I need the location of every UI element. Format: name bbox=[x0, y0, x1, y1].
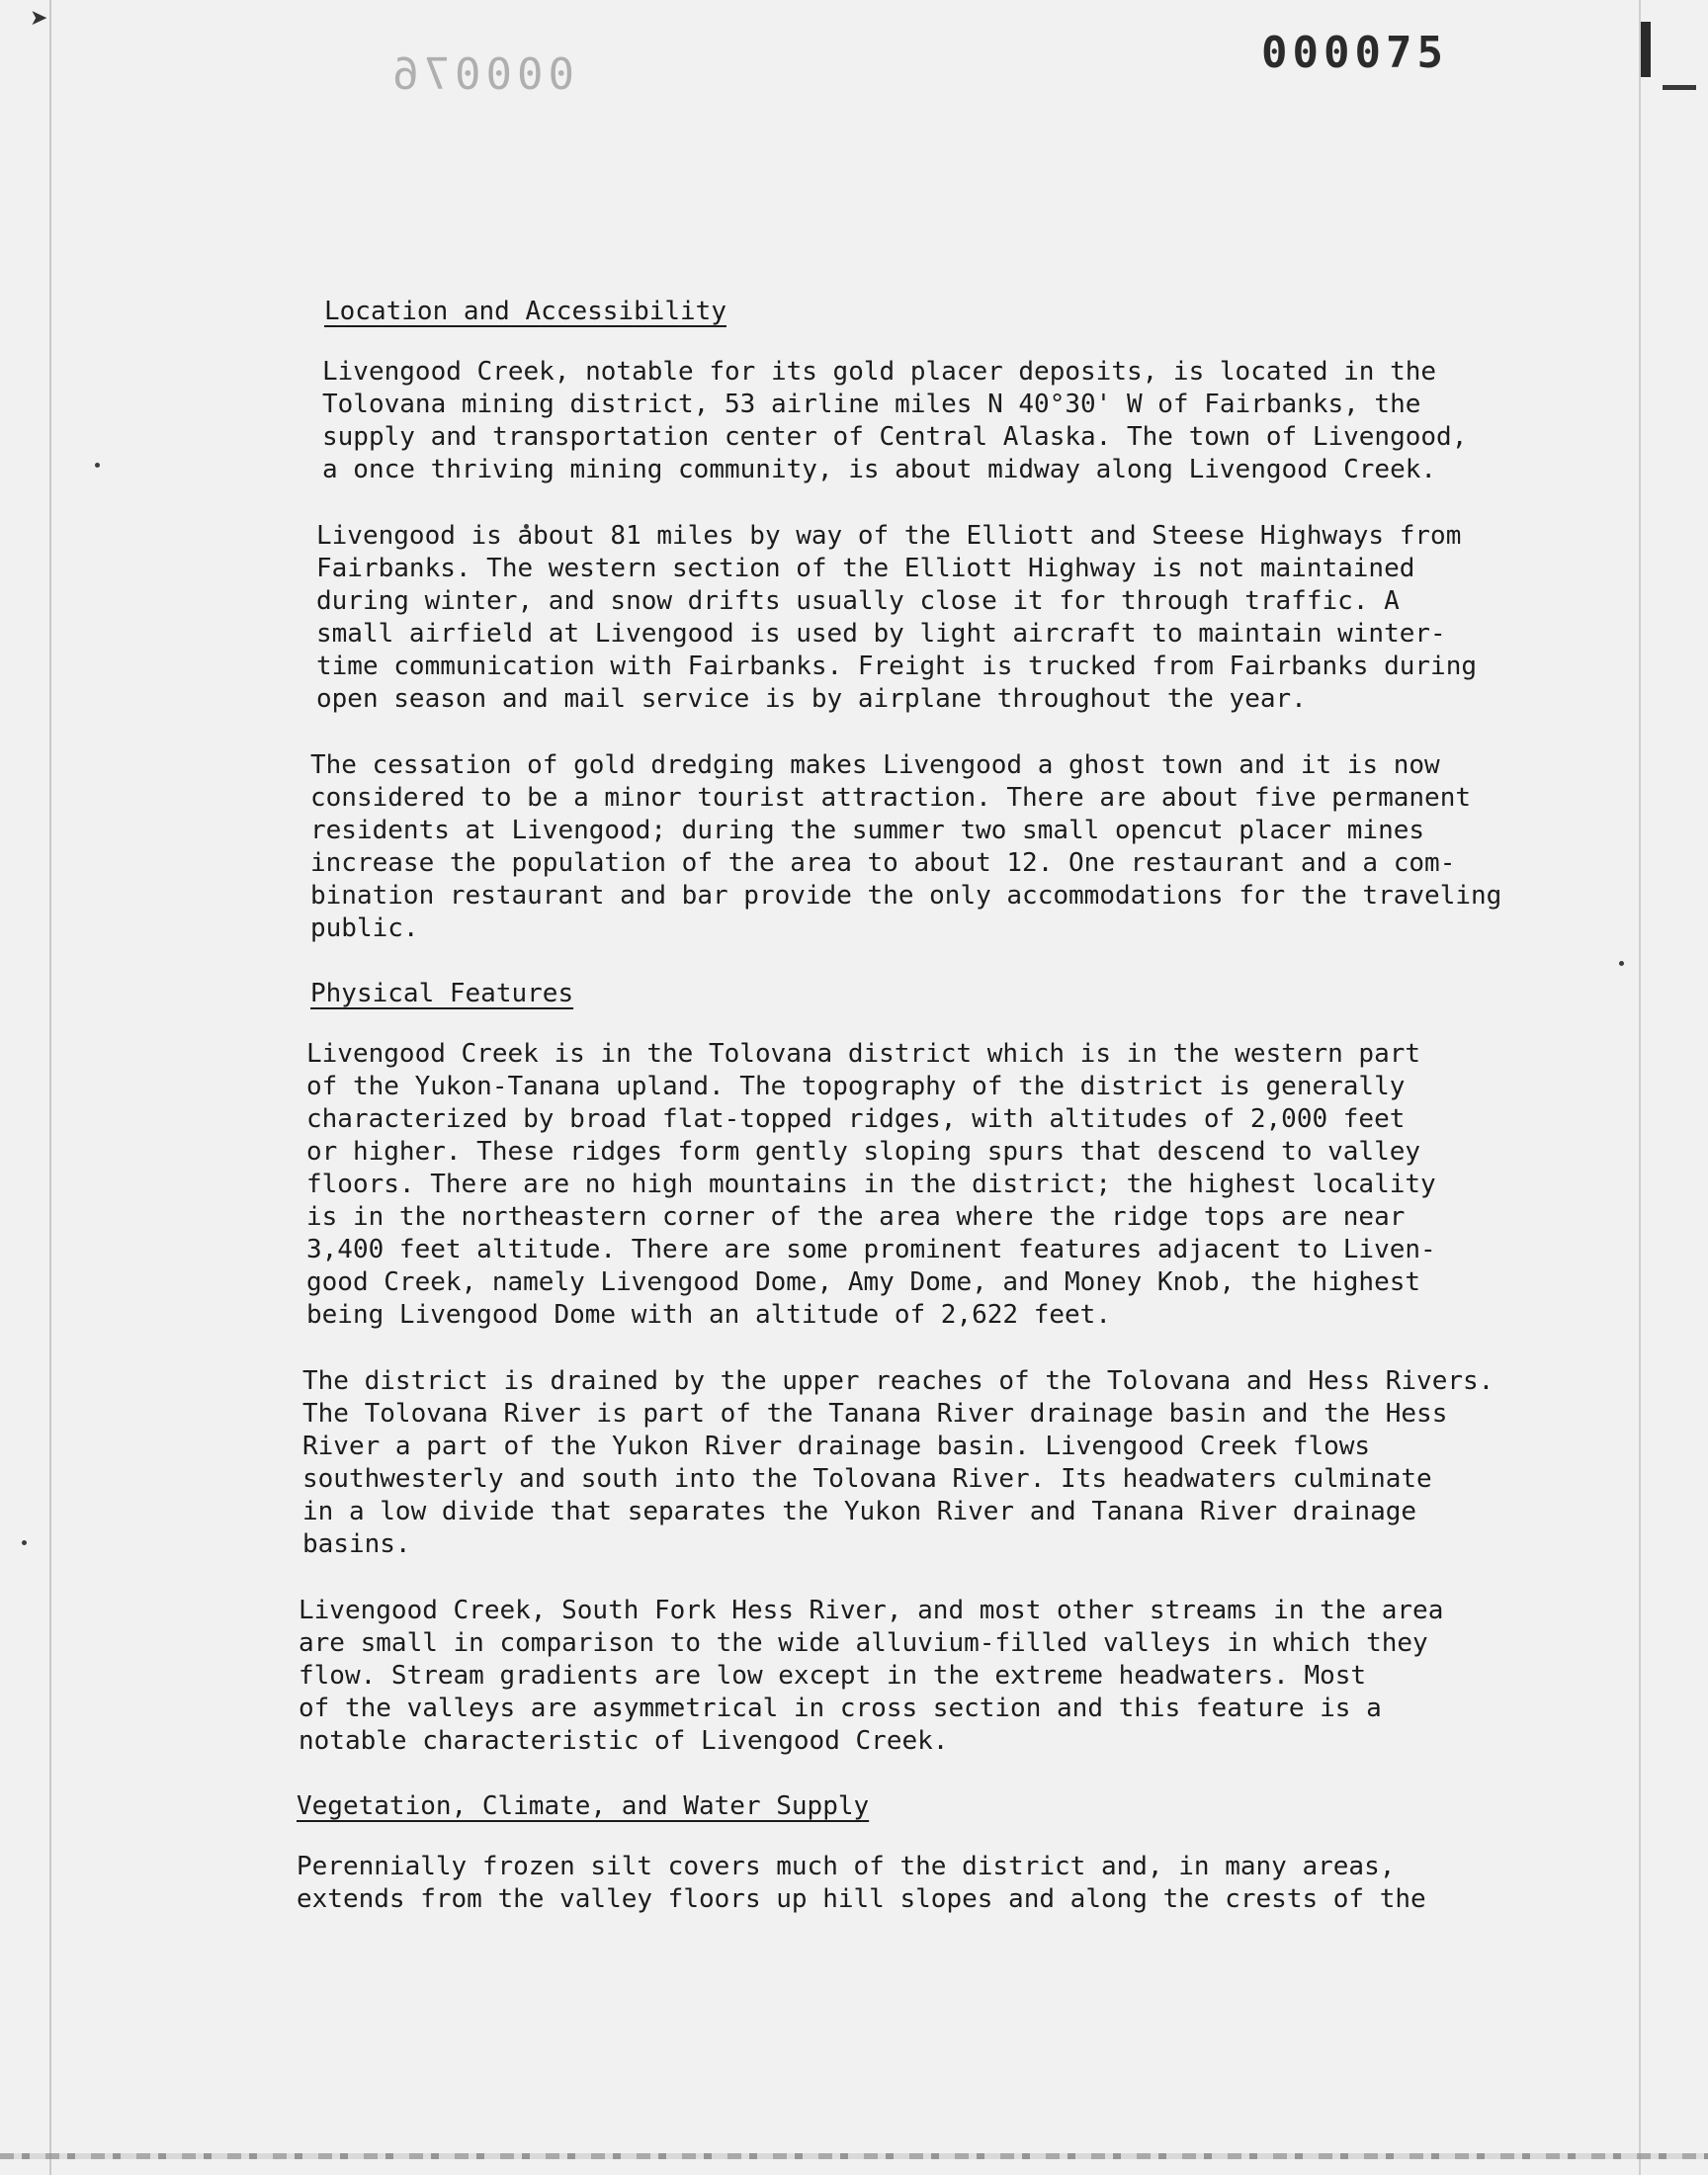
corner-arrow-icon: ➤ bbox=[30, 6, 48, 31]
paragraph-vegetation-1 bbox=[297, 1851, 1621, 1916]
section-heading-location: Location and Accessibility bbox=[324, 297, 726, 326]
text-line: time communication with Fairbanks. Freight is trucked from Fairbanks during bbox=[316, 652, 1477, 681]
text-line: public. bbox=[310, 914, 419, 943]
paragraph-physical-1 bbox=[306, 1038, 1621, 1332]
scan-corner-bar bbox=[1641, 22, 1651, 77]
paragraph-location-3 bbox=[310, 749, 1621, 945]
text-line: of the Yukon-Tanana upland. The topography of the district is generally bbox=[306, 1072, 1406, 1101]
paragraph-physical-3 bbox=[299, 1595, 1621, 1758]
text-line: characterized by broad flat-topped ridges, with altitudes of 2,000 feet bbox=[306, 1104, 1406, 1134]
text-line: good Creek, namely Livengood Dome, Amy Dome, and Money Knob, the highest bbox=[306, 1267, 1421, 1297]
text-line: bination restaurant and bar provide the only accommodations for the traveling bbox=[310, 881, 1502, 911]
text-line: Livengood Creek, notable for its gold placer deposits, is located in the bbox=[322, 357, 1437, 387]
text-line: Livengood is about 81 miles by way of the Elliott and Steese Highways from bbox=[316, 521, 1462, 551]
section-heading-vegetation: Vegetation, Climate, and Water Supply bbox=[297, 1791, 870, 1821]
text-line: are small in comparison to the wide alluvium-filled valleys in which they bbox=[299, 1628, 1428, 1658]
scan-edge-right bbox=[1639, 0, 1641, 2175]
text-line: floors. There are no high mountains in the district; the highest locality bbox=[306, 1170, 1436, 1199]
paragraph-location-2 bbox=[316, 520, 1621, 716]
text-line: residents at Livengood; during the summer two small opencut placer mines bbox=[310, 816, 1425, 845]
text-line: being Livengood Dome with an altitude of 2,622 feet. bbox=[306, 1300, 1111, 1330]
text-line: River a part of the Yukon River drainage basin. Livengood Creek flows bbox=[302, 1432, 1371, 1461]
text-line: Perennially frozen silt covers much of the district and, in many areas, bbox=[297, 1852, 1396, 1881]
text-line: supply and transportation center of Central Alaska. The town of Livengood, bbox=[322, 422, 1468, 452]
document-body bbox=[297, 297, 1621, 1950]
text-line: basins. bbox=[302, 1529, 411, 1559]
text-line: considered to be a minor tourist attraction. There are about five permanent bbox=[310, 783, 1471, 813]
text-line: a once thriving mining community, is about midway along Livengood Creek. bbox=[322, 455, 1437, 484]
scan-speck bbox=[22, 1540, 27, 1545]
text-line: extends from the valley floors up hill slopes and along the crests of the bbox=[297, 1884, 1426, 1914]
text-line: The district is drained by the upper reaches of the Tolovana and Hess Rivers. bbox=[302, 1366, 1494, 1396]
text-line: small airfield at Livengood is used by light aircraft to maintain winter- bbox=[316, 619, 1446, 649]
text-line: southwesterly and south into the Tolovana River. Its headwaters culminate bbox=[302, 1464, 1432, 1494]
document-number-stamp: 000075 bbox=[1261, 28, 1448, 78]
paragraph-location-1 bbox=[322, 356, 1621, 486]
text-line: notable characteristic of Livengood Creek. bbox=[299, 1726, 949, 1756]
section-heading-physical-features: Physical Features bbox=[310, 979, 574, 1008]
paragraph-physical-2 bbox=[302, 1365, 1621, 1561]
text-line: 3,400 feet altitude. There are some prominent features adjacent to Liven- bbox=[306, 1235, 1436, 1264]
text-line: increase the population of the area to about 12. One restaurant and a com- bbox=[310, 848, 1456, 878]
text-line: in a low divide that separates the Yukon River and Tanana River drainage bbox=[302, 1497, 1417, 1526]
text-line: The Tolovana River is part of the Tanana River drainage basin and the Hess bbox=[302, 1399, 1448, 1429]
text-line: or higher. These ridges form gently sloping spurs that descend to valley bbox=[306, 1137, 1421, 1167]
text-line: flow. Stream gradients are low except in the extreme headwaters. Most bbox=[299, 1661, 1367, 1691]
text-line: Fairbanks. The western section of the Elliott Highway is not maintained bbox=[316, 554, 1415, 583]
text-line: is in the northeastern corner of the area where the ridge tops are near bbox=[306, 1202, 1406, 1232]
document-number-bleedthrough: 000076 bbox=[387, 49, 574, 100]
scan-corner-dash bbox=[1663, 85, 1696, 90]
scan-edge-left bbox=[49, 0, 51, 2175]
text-line: Tolovana mining district, 53 airline miles N 40°30' W of Fairbanks, the bbox=[322, 390, 1421, 419]
text-line: The cessation of gold dredging makes Livengood a ghost town and it is now bbox=[310, 750, 1440, 780]
scan-edge-bottom bbox=[0, 2153, 1708, 2159]
text-line: of the valleys are asymmetrical in cross section and this feature is a bbox=[299, 1694, 1382, 1723]
text-line: Livengood Creek, South Fork Hess River, and most other streams in the area bbox=[299, 1596, 1444, 1625]
text-line: Livengood Creek is in the Tolovana district which is in the western part bbox=[306, 1039, 1421, 1069]
text-line: during winter, and snow drifts usually close it for through traffic. A bbox=[316, 586, 1400, 616]
text-line: open season and mail service is by airplane throughout the year. bbox=[316, 684, 1307, 714]
scan-speck bbox=[95, 463, 100, 468]
